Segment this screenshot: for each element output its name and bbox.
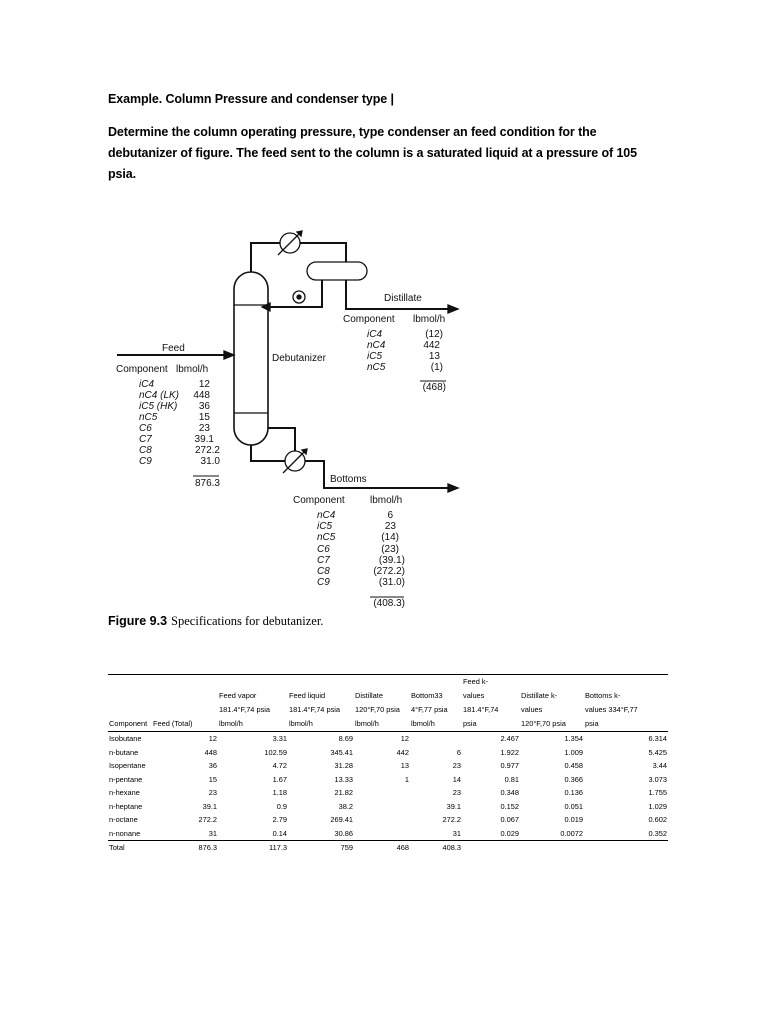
table-cell: 1 [404, 774, 409, 784]
table-header-cell [108, 689, 152, 703]
table-cell: 1.755 [648, 788, 667, 797]
feed-arrow [224, 351, 234, 359]
distillate-flow-header: lbmol/h [413, 314, 446, 325]
table-cell: 12 [208, 734, 217, 743]
table-header-cell: Feed vapor [219, 691, 257, 700]
table-cell: 13 [400, 761, 409, 770]
bottoms-flow: 6 [387, 510, 393, 521]
table-cell: 12 [400, 734, 409, 743]
table-header-cell: Distillate k- [521, 691, 558, 700]
bottoms-line [251, 445, 287, 461]
table-cell: 117.3 [218, 841, 288, 855]
table-header-cell: lbmol/h [288, 717, 354, 732]
table-cell: 39.1 [202, 801, 217, 811]
column-label: Debutanizer [272, 353, 326, 364]
feed-flow: 12 [198, 379, 210, 390]
table-cell: 272.2 [198, 815, 217, 824]
table-cell: 876.3 [152, 841, 218, 855]
bottoms-component: iC5 [317, 521, 333, 532]
table-header-cell: lbmol/h [410, 717, 462, 732]
component-name-cell: n-butane [109, 747, 139, 757]
table-cell: 21.82 [334, 788, 353, 797]
reboiler-return-line [268, 428, 295, 451]
feed-component: nC4 (LK) [139, 390, 180, 401]
table-cell: 0.977 [500, 761, 519, 770]
distillate-flow: 13 [428, 351, 440, 362]
table-header-cell [108, 675, 152, 690]
table-cell [354, 786, 410, 800]
table-cell [354, 827, 410, 841]
component-name-cell: n-hexane [109, 788, 140, 797]
table-cell: 8.69 [338, 734, 353, 743]
table-header-cell: Bottoms k- [585, 691, 621, 700]
table-header-cell: 120°F,70 psia [355, 705, 400, 714]
table-header-cell: Distillate [355, 691, 383, 700]
table-cell [410, 732, 462, 746]
table-cell: 0.458 [564, 761, 583, 770]
feed-flow: 39.1 [194, 434, 214, 445]
component-name-cell: n-octane [109, 815, 138, 824]
table-cell: 0.366 [564, 774, 583, 784]
distillate-component: iC5 [367, 351, 383, 362]
table-header-cell [288, 675, 354, 690]
bottoms-flow: (14) [381, 532, 399, 543]
table-header-cell [584, 675, 668, 690]
component-name-cell: Isopentane [109, 761, 146, 770]
feed-component: C8 [139, 445, 152, 456]
table-cell: 13.33 [334, 774, 353, 784]
table-cell [584, 841, 668, 855]
table-cell: 6 [456, 747, 461, 757]
distillate-flow: 442 [423, 340, 440, 351]
table-cell: 31 [208, 828, 217, 838]
table-header-cell [218, 675, 288, 690]
distillate-flow: (12) [425, 329, 443, 340]
k-values-table [108, 674, 668, 855]
table-header-row [108, 689, 668, 703]
table-cell: 2.79 [272, 815, 287, 824]
feed-flow: 23 [198, 423, 210, 434]
table-row [108, 759, 668, 773]
bottoms-flow: (39.1) [378, 555, 405, 566]
feed-component: C9 [139, 456, 152, 467]
bottoms-flow: (23) [381, 544, 399, 555]
table-cell: 39.1 [446, 801, 461, 811]
table-header-cell: 181.4°F,74 psia [219, 705, 271, 714]
table-cell: 14 [452, 774, 461, 784]
table-cell [354, 813, 410, 827]
table-cell: 0.067 [500, 815, 519, 824]
table-header-cell: 4°F,77 psia [411, 705, 448, 714]
table-cell: 1.029 [648, 801, 667, 811]
table-cell: 0.0072 [560, 828, 583, 838]
feed-label: Feed [162, 343, 185, 354]
table-cell: 2.467 [500, 734, 519, 743]
table-cell: 102.59 [264, 747, 287, 757]
table-cell: 1.354 [564, 734, 583, 743]
bottoms-component: nC5 [317, 532, 336, 543]
reflux-arrow [262, 303, 270, 311]
table-cell: 38.2 [338, 801, 353, 811]
table-cell: 6.314 [648, 734, 667, 743]
table-cell: 3.31 [272, 734, 287, 743]
table-cell: 3.073 [648, 774, 667, 784]
table-cell: 0.029 [500, 828, 519, 838]
feed-flow: 31.0 [200, 456, 220, 467]
table-cell: 1.18 [272, 788, 287, 797]
feed-total: 876.3 [194, 478, 220, 489]
table-cell: 0.348 [500, 788, 519, 797]
column-shell [234, 272, 268, 445]
table-cell: 408.3 [410, 841, 462, 855]
feed-component: nC5 [139, 412, 158, 423]
feed-component: iC5 (HK) [139, 401, 178, 412]
table-header-cell: Component [108, 717, 152, 732]
table-header-cell: Feed liquid [289, 691, 326, 700]
feed-flow: 36 [198, 401, 210, 412]
distillate-component-header: Component [343, 314, 395, 325]
table-total-row [108, 841, 668, 855]
bottoms-component-header: Component [293, 495, 345, 506]
feed-flow-header: lbmol/h [176, 364, 209, 375]
table-cell: 0.136 [564, 788, 583, 797]
table-cell [462, 841, 520, 855]
table-cell [520, 841, 584, 855]
table-cell: 448 [204, 747, 217, 757]
table-header-cell [152, 675, 218, 690]
bottoms-component: C7 [317, 555, 330, 566]
bottoms-total: (408.3) [373, 598, 405, 609]
bottoms-arrow [448, 484, 458, 492]
bottoms-component: C8 [317, 566, 330, 577]
table-cell: 1.009 [564, 747, 583, 757]
table-row [108, 773, 668, 787]
distillate-total: (468) [422, 382, 446, 393]
table-cell: 468 [354, 841, 410, 855]
table-header-cell: 120°F,70 psia [520, 717, 584, 732]
distillate-label: Distillate [384, 293, 422, 304]
table-cell: 5.425 [648, 747, 667, 757]
table-cell: 0.14 [272, 828, 287, 838]
table-header-cell [520, 675, 584, 690]
figure-caption [108, 614, 323, 629]
feed-component-header: Component [116, 364, 168, 375]
component-name-cell: n-heptane [109, 801, 143, 811]
table-header-cell [108, 703, 152, 717]
table-header-cell: psia [462, 717, 520, 732]
table-header-cell: 181.4°F,74 [463, 705, 499, 714]
bottoms-label: Bottoms [330, 474, 367, 485]
feed-flow: 272.2 [194, 445, 220, 456]
bottoms-component: nC4 [317, 510, 336, 521]
table-cell: 31 [452, 828, 461, 838]
table-cell: 1.922 [500, 747, 519, 757]
table-cell: 31.28 [334, 761, 353, 770]
table-cell: 0.81 [504, 774, 519, 784]
feed-component: C6 [139, 423, 152, 434]
example-title: Example. Column Pressure and condenser type | [108, 92, 394, 106]
table-header-cell: lbmol/h [354, 717, 410, 732]
table-cell: 345.41 [330, 747, 353, 757]
figure-caption-text: Specifications for debutanizer. [171, 614, 324, 628]
table-row [108, 786, 668, 800]
table-cell: 442 [396, 747, 409, 757]
table-row [108, 800, 668, 814]
table-row [108, 827, 668, 841]
table-header-cell: Feed (Total) [152, 717, 218, 732]
table-cell: 3.44 [652, 761, 667, 770]
distillate-flow: (1) [430, 362, 443, 373]
table-cell: 15 [208, 774, 217, 784]
table-cell: 759 [288, 841, 354, 855]
table-cell: 1.67 [272, 774, 287, 784]
table-cell: 23 [452, 761, 461, 770]
table-cell: 0.9 [276, 801, 287, 811]
table-header-cell [354, 675, 410, 690]
distillate-component: iC4 [367, 329, 383, 340]
component-name-cell: Total [108, 841, 152, 855]
feed-flow: 448 [193, 390, 210, 401]
bottoms-flow: 23 [384, 521, 396, 532]
table-row [108, 813, 668, 827]
table-cell: 4.72 [272, 761, 287, 770]
bottoms-product-line [305, 461, 448, 488]
table-cell: 0.602 [648, 815, 667, 824]
table-header-cell [152, 689, 218, 703]
table-row [108, 732, 668, 746]
bottoms-flow: (31.0) [378, 577, 405, 588]
distillate-component: nC4 [367, 340, 386, 351]
table-cell: 269.41 [330, 815, 353, 824]
table-header-cell: values [463, 691, 485, 700]
table-header-cell [152, 703, 218, 717]
table-header-row [108, 703, 668, 717]
table-header-cell [410, 675, 462, 690]
reflux-drum [307, 262, 367, 280]
table-header-cell: 181.4°F,74 psia [289, 705, 341, 714]
component-name-cell: n-nonane [109, 828, 141, 838]
distillate-component: nC5 [367, 362, 386, 373]
problem-statement: Determine the column operating pressure, type condenser an feed condition for the debutanizer of figure. The feed sent to the column is a saturated liquid at a pressure of 105 psia. [108, 125, 638, 181]
table-cell: 30.86 [334, 828, 353, 838]
table-header-cell: values [521, 705, 543, 714]
table-header [108, 675, 668, 732]
table-header-cell: Feed k- [462, 675, 520, 690]
component-name-cell: n-pentane [109, 774, 143, 784]
bottoms-component: C9 [317, 577, 330, 588]
distillate-arrow [448, 305, 458, 313]
table-cell: 272.2 [442, 815, 461, 824]
component-name-cell: Isobutane [109, 734, 142, 743]
feed-flow: 15 [198, 412, 210, 423]
table-cell: 0.152 [500, 801, 519, 811]
table-body [108, 732, 668, 855]
table-cell: 0.051 [564, 801, 583, 811]
table-header-cell: lbmol/h [218, 717, 288, 732]
table-row [108, 746, 668, 760]
table-cell: 0.019 [564, 815, 583, 824]
table-cell [354, 800, 410, 814]
table-cell: 0.352 [648, 828, 667, 838]
bottoms-flow-header: lbmol/h [370, 495, 403, 506]
table-header-cell: psia [584, 717, 668, 732]
bottoms-component: C6 [317, 544, 330, 555]
feed-component: C7 [139, 434, 152, 445]
table-cell: 23 [452, 788, 461, 797]
table-cell: 36 [208, 761, 217, 770]
table-header-row [108, 717, 668, 732]
table-header-cell: Bottom33 [411, 691, 443, 700]
feed-component: iC4 [139, 379, 155, 390]
table-cell: 23 [208, 788, 217, 797]
table-header-cell: values 334°F,77 [585, 705, 638, 714]
figure-caption-label: Figure 9.3 [108, 614, 168, 628]
bottoms-flow: (272.2) [373, 566, 405, 577]
table-header-row [108, 675, 668, 690]
